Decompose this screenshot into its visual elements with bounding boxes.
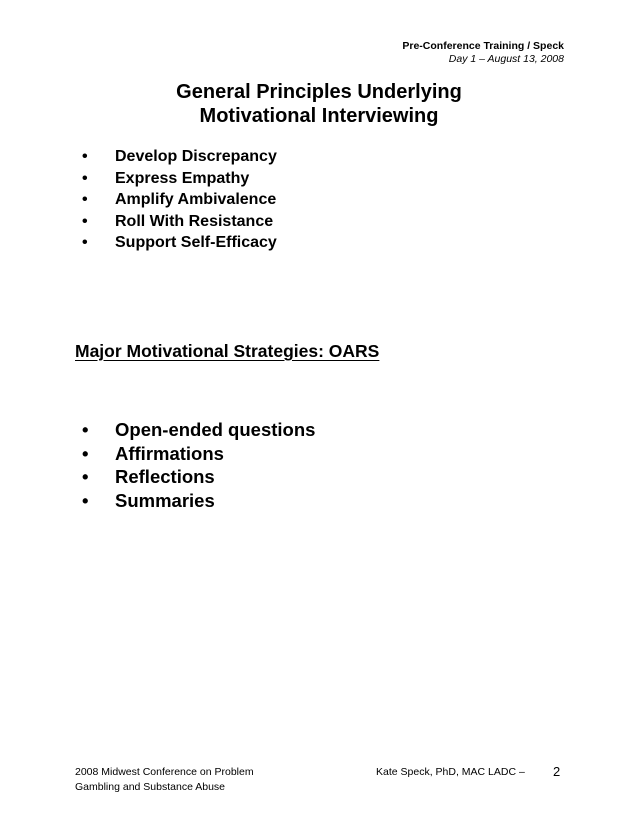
- strategy-text: Affirmations: [115, 442, 224, 464]
- list-item: [82, 211, 277, 233]
- principle-text: Express Empathy: [115, 169, 250, 187]
- section-heading: Major Motivational Strategies: OARS: [75, 341, 380, 361]
- header-date: Day 1 – August 13, 2008: [448, 53, 564, 65]
- header-training-title: Pre-Conference Training / Speck: [402, 40, 564, 52]
- page-header: [402, 40, 564, 66]
- bullet-icon: •: [82, 234, 88, 251]
- list-item: [82, 465, 315, 489]
- bullet-icon: •: [82, 148, 88, 165]
- bullet-icon: •: [82, 191, 88, 208]
- list-item: [82, 189, 277, 211]
- bullet-icon: •: [82, 442, 89, 464]
- footer-conference-line2: Gambling and Substance Abuse: [75, 780, 226, 793]
- bullet-icon: •: [82, 212, 88, 230]
- strategy-text: Reflections: [115, 466, 215, 487]
- list-item: [82, 168, 277, 190]
- bullet-icon: •: [82, 466, 89, 487]
- principle-text: Roll With Resistance: [115, 212, 274, 230]
- list-item: [82, 146, 277, 168]
- page-title-line1: General Principles Underlying: [176, 81, 462, 103]
- principle-text: Amplify Ambivalence: [115, 191, 277, 208]
- footer-conference: [75, 765, 254, 794]
- strategies-list: [82, 418, 315, 512]
- page-title: [100, 80, 538, 128]
- list-item: [82, 489, 315, 513]
- bullet-icon: •: [82, 489, 89, 511]
- strategy-text: Summaries: [115, 489, 215, 511]
- principle-text: Support Self-Efficacy: [115, 234, 277, 251]
- list-item: [82, 418, 315, 442]
- bullet-icon: •: [82, 169, 88, 187]
- footer-conference-line1: 2008 Midwest Conference on Problem: [75, 766, 254, 778]
- list-item: [82, 232, 277, 254]
- page-title-line2: Motivational Interviewing: [199, 105, 439, 127]
- principles-list: [82, 146, 277, 254]
- page-number: 2: [553, 764, 561, 779]
- strategy-text: Open-ended questions: [115, 419, 316, 440]
- principle-text: Develop Discrepancy: [115, 148, 277, 165]
- bullet-icon: •: [82, 419, 89, 440]
- list-item: [82, 442, 315, 466]
- footer-author: Kate Speck, PhD, MAC LADC –: [376, 766, 525, 778]
